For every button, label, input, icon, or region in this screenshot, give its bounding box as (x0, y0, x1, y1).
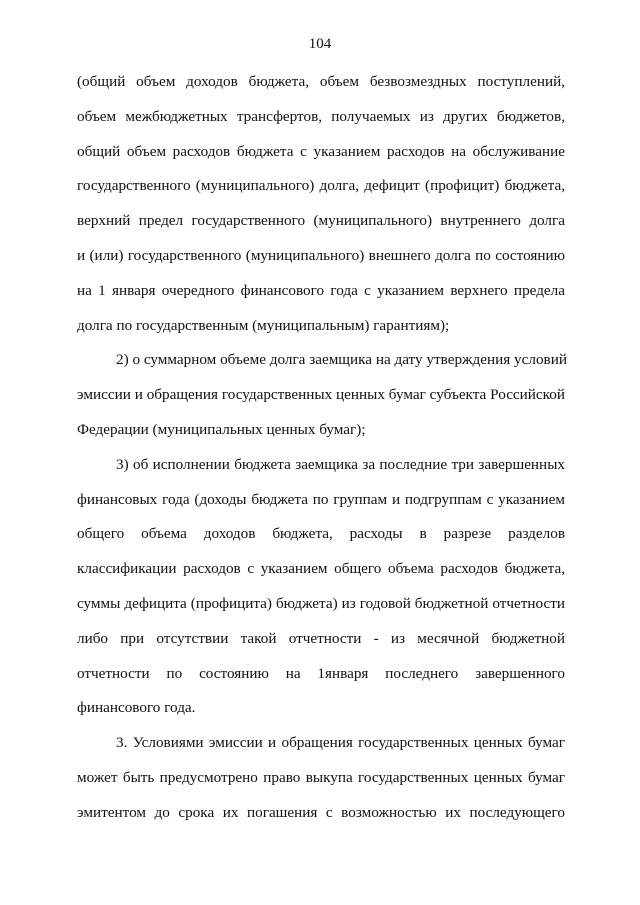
text-line: и (или) государственного (муниципального) внешнего долга по состоянию (77, 246, 565, 264)
text-line: суммы дефицита (профицита) бюджета) из годовой бюджетной отчетности (77, 594, 565, 612)
paragraph-4 (77, 726, 565, 830)
paragraph-1 (77, 65, 565, 343)
text-line: общий объем расходов бюджета с указанием расходов на обслуживание (77, 142, 565, 160)
text-line: общего объема доходов бюджета, расходы в разрезе разделов (77, 525, 565, 543)
text-line: объем межбюджетных трансфертов, получаемых из других бюджетов, (77, 107, 565, 125)
text-line: может быть предусмотрено право выкупа государственных ценных бумаг (77, 768, 565, 786)
text-line: 3. Условиями эмиссии и обращения государственных ценных бумаг (116, 734, 565, 752)
text-line: 3) об исполнении бюджета заемщика за последние три завершенных (116, 455, 565, 473)
page-number: 104 (308, 36, 332, 52)
text-line: финансовых года (доходы бюджета по группам и подгруппам с указанием (77, 490, 565, 508)
text-line: (общий объем доходов бюджета, объем безвозмездных поступлений, (77, 73, 565, 90)
text-line: эмитентом до срока их погашения с возможностью их последующего (77, 803, 565, 821)
paragraph-3 (77, 448, 565, 726)
text-line: 2) о суммарном объеме долга заемщика на дату утверждения условий (116, 351, 567, 369)
text-line: отчетности по состоянию на 1января последнего завершенного (77, 664, 565, 682)
text-line: государственного (муниципального) долга, дефицит (профицит) бюджета, (77, 177, 565, 195)
text-line: финансового года. (77, 699, 196, 717)
text-line: верхний предел государственного (муниципального) внутреннего долга (77, 212, 565, 230)
text-line: классификации расходов с указанием общего объема расходов бюджета, (77, 560, 565, 578)
paragraph-2 (77, 343, 565, 447)
document-body (77, 65, 565, 831)
text-line: либо при отсутствии такой отчетности - из месячной бюджетной (77, 629, 565, 647)
text-line: долга по государственным (муниципальным) гарантиям); (77, 316, 450, 334)
text-line: эмиссии и обращения государственных ценных бумаг субъекта Российской (77, 386, 565, 404)
text-line: Федерации (муниципальных ценных бумаг); (77, 420, 366, 438)
text-line: на 1 января очередного финансового года с указанием верхнего предела (77, 281, 565, 299)
